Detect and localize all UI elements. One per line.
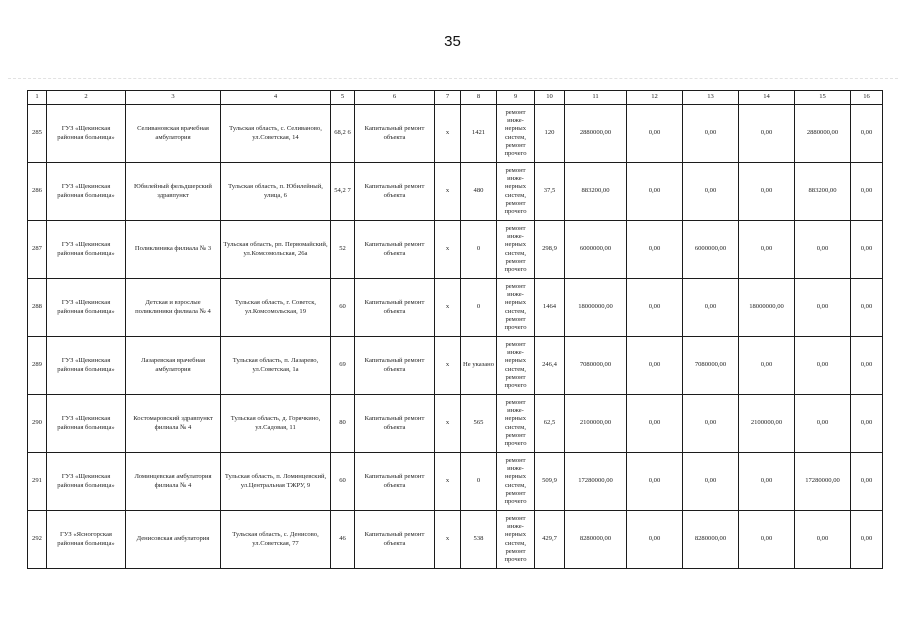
work-type: Капитальный ремонт объекта [355, 511, 435, 569]
cell-value: 62,5 [535, 395, 565, 453]
column-number: 11 [565, 91, 627, 105]
area-value: 60 [331, 279, 355, 337]
cell-x: х [435, 221, 461, 279]
area-value: 80 [331, 395, 355, 453]
column-number: 2 [47, 91, 126, 105]
capital-repair-table [27, 90, 883, 569]
amount-value: 0,00 [795, 279, 851, 337]
page-number: 35 [444, 33, 461, 50]
amount-total: 883200,00 [565, 163, 627, 221]
amount-value: 0,00 [851, 453, 883, 511]
facility-address: Тульская область, рп. Первомайский, ул.Комсомольская, 26а [221, 221, 331, 279]
cell-value: 538 [461, 511, 497, 569]
column-number-row [28, 91, 883, 105]
amount-value: 0,00 [683, 105, 739, 163]
cell-value: 565 [461, 395, 497, 453]
work-type: Капитальный ремонт объекта [355, 105, 435, 163]
cell-value: 0 [461, 453, 497, 511]
table-row [28, 221, 883, 279]
row-number: 289 [28, 337, 47, 395]
amount-value: 2100000,00 [739, 395, 795, 453]
cell-x: х [435, 395, 461, 453]
amount-value: 0,00 [627, 279, 683, 337]
institution-name: ГУЗ «Щекинская районная больница» [47, 395, 126, 453]
institution-name: ГУЗ «Щекинская районная больница» [47, 163, 126, 221]
cell-value: 298,9 [535, 221, 565, 279]
work-scope: ремонт инже-нерных систем, ремонт прочего [497, 511, 535, 569]
facility-name: Лазаревская врачебная амбулатория [126, 337, 221, 395]
table-row [28, 453, 883, 511]
column-number: 16 [851, 91, 883, 105]
amount-value: 6000000,00 [683, 221, 739, 279]
work-type: Капитальный ремонт объекта [355, 395, 435, 453]
table-row [28, 279, 883, 337]
work-scope: ремонт инже-нерных систем, ремонт прочего [497, 221, 535, 279]
cell-value: Не указано [461, 337, 497, 395]
amount-total: 2880000,00 [565, 105, 627, 163]
column-number: 8 [461, 91, 497, 105]
cell-value: 509,9 [535, 453, 565, 511]
row-number: 291 [28, 453, 47, 511]
area-value: 68,2 6 [331, 105, 355, 163]
table-row [28, 105, 883, 163]
work-scope: ремонт инже-нерных систем, ремонт прочего [497, 337, 535, 395]
facility-address: Тульская область, п. Ломинцевский, ул.Центральная ТЖРУ, 9 [221, 453, 331, 511]
amount-value: 0,00 [739, 105, 795, 163]
amount-value: 0,00 [627, 163, 683, 221]
cell-value: 480 [461, 163, 497, 221]
amount-value: 2880000,00 [795, 105, 851, 163]
work-type: Капитальный ремонт объекта [355, 279, 435, 337]
column-number: 9 [497, 91, 535, 105]
amount-value: 0,00 [795, 337, 851, 395]
cell-value: 1421 [461, 105, 497, 163]
column-number: 15 [795, 91, 851, 105]
page-divider [8, 78, 898, 79]
area-value: 52 [331, 221, 355, 279]
facility-name: Селивановская врачебная амбулатория [126, 105, 221, 163]
amount-value: 18000000,00 [739, 279, 795, 337]
column-number: 6 [355, 91, 435, 105]
work-scope: ремонт инже-нерных систем, ремонт прочего [497, 105, 535, 163]
facility-address: Тульская область, г. Советск, ул.Комсомольская, 19 [221, 279, 331, 337]
amount-value: 0,00 [795, 395, 851, 453]
amount-total: 18000000,00 [565, 279, 627, 337]
facility-address: Тульская область, п. Лазарево, ул.Советская, 1а [221, 337, 331, 395]
area-value: 46 [331, 511, 355, 569]
amount-value: 0,00 [851, 337, 883, 395]
facility-address: Тульская область, д. Горячкино, ул.Садовая, 11 [221, 395, 331, 453]
amount-value: 0,00 [851, 279, 883, 337]
institution-name: ГУЗ «Щекинская районная больница» [47, 221, 126, 279]
facility-address: Тульская область, с. Денисово, ул.Советская, 77 [221, 511, 331, 569]
amount-value: 0,00 [627, 511, 683, 569]
cell-x: х [435, 337, 461, 395]
institution-name: ГУЗ «Щекинская районная больница» [47, 105, 126, 163]
amount-value: 0,00 [683, 453, 739, 511]
facility-address: Тульская область, п. Юбилейный, улица, 6 [221, 163, 331, 221]
amount-value: 0,00 [795, 511, 851, 569]
row-number: 292 [28, 511, 47, 569]
cell-x: х [435, 279, 461, 337]
amount-value: 0,00 [851, 221, 883, 279]
row-number: 287 [28, 221, 47, 279]
amount-value: 0,00 [851, 105, 883, 163]
column-number: 10 [535, 91, 565, 105]
amount-value: 0,00 [627, 105, 683, 163]
institution-name: ГУЗ «Ясногорская районная больница» [47, 511, 126, 569]
amount-value: 0,00 [627, 395, 683, 453]
column-number: 1 [28, 91, 47, 105]
column-number: 7 [435, 91, 461, 105]
amount-total: 17280000,00 [565, 453, 627, 511]
table-row [28, 511, 883, 569]
area-value: 69 [331, 337, 355, 395]
amount-total: 2100000,00 [565, 395, 627, 453]
work-scope: ремонт инже-нерных систем, ремонт прочего [497, 453, 535, 511]
amount-value: 0,00 [683, 395, 739, 453]
row-number: 285 [28, 105, 47, 163]
cell-x: х [435, 105, 461, 163]
area-value: 54,2 7 [331, 163, 355, 221]
column-number: 4 [221, 91, 331, 105]
cell-value: 246,4 [535, 337, 565, 395]
cell-value: 429,7 [535, 511, 565, 569]
amount-value: 883200,00 [795, 163, 851, 221]
amount-total: 7080000,00 [565, 337, 627, 395]
amount-value: 0,00 [627, 337, 683, 395]
amount-value: 0,00 [739, 163, 795, 221]
facility-name: Юбилейный фельдшерский здравпункт [126, 163, 221, 221]
work-scope: ремонт инже-нерных систем, ремонт прочего [497, 163, 535, 221]
amount-value: 8280000,00 [683, 511, 739, 569]
amount-value: 0,00 [739, 337, 795, 395]
amount-value: 7080000,00 [683, 337, 739, 395]
amount-total: 8280000,00 [565, 511, 627, 569]
amount-value: 0,00 [627, 453, 683, 511]
area-value: 60 [331, 453, 355, 511]
facility-name: Поликлиника филиала № 3 [126, 221, 221, 279]
table-row [28, 395, 883, 453]
amount-value: 0,00 [851, 395, 883, 453]
work-scope: ремонт инже-нерных систем, ремонт прочего [497, 395, 535, 453]
facility-name: Детская и взрослые поликлиники филиала № 4 [126, 279, 221, 337]
column-number: 13 [683, 91, 739, 105]
column-number: 3 [126, 91, 221, 105]
amount-value: 17280000,00 [795, 453, 851, 511]
amount-value: 0,00 [739, 221, 795, 279]
table-row [28, 163, 883, 221]
facility-name: Денисовская амбулатория [126, 511, 221, 569]
facility-address: Тульская область, с. Селиваново, ул.Советская, 14 [221, 105, 331, 163]
cell-x: х [435, 163, 461, 221]
amount-value: 0,00 [795, 221, 851, 279]
cell-value: 0 [461, 221, 497, 279]
cell-x: х [435, 511, 461, 569]
work-type: Капитальный ремонт объекта [355, 337, 435, 395]
column-number: 12 [627, 91, 683, 105]
work-type: Капитальный ремонт объекта [355, 453, 435, 511]
institution-name: ГУЗ «Щекинская районная больница» [47, 279, 126, 337]
facility-name: Костомаровский здравпункт филиала № 4 [126, 395, 221, 453]
table-row [28, 337, 883, 395]
cell-value: 120 [535, 105, 565, 163]
amount-value: 0,00 [683, 163, 739, 221]
institution-name: ГУЗ «Щекинская районная больница» [47, 337, 126, 395]
row-number: 290 [28, 395, 47, 453]
cell-value: 1464 [535, 279, 565, 337]
cell-value: 0 [461, 279, 497, 337]
amount-value: 0,00 [683, 279, 739, 337]
cell-x: х [435, 453, 461, 511]
cell-value: 37,5 [535, 163, 565, 221]
work-scope: ремонт инже-нерных систем, ремонт прочего [497, 279, 535, 337]
facility-name: Ломинцевская амбулатория филиала № 4 [126, 453, 221, 511]
work-type: Капитальный ремонт объекта [355, 221, 435, 279]
row-number: 286 [28, 163, 47, 221]
amount-value: 0,00 [851, 163, 883, 221]
column-number: 14 [739, 91, 795, 105]
amount-value: 0,00 [627, 221, 683, 279]
amount-value: 0,00 [739, 511, 795, 569]
amount-total: 6000000,00 [565, 221, 627, 279]
institution-name: ГУЗ «Щекинская районная больница» [47, 453, 126, 511]
work-type: Капитальный ремонт объекта [355, 163, 435, 221]
row-number: 288 [28, 279, 47, 337]
column-number: 5 [331, 91, 355, 105]
amount-value: 0,00 [739, 453, 795, 511]
amount-value: 0,00 [851, 511, 883, 569]
